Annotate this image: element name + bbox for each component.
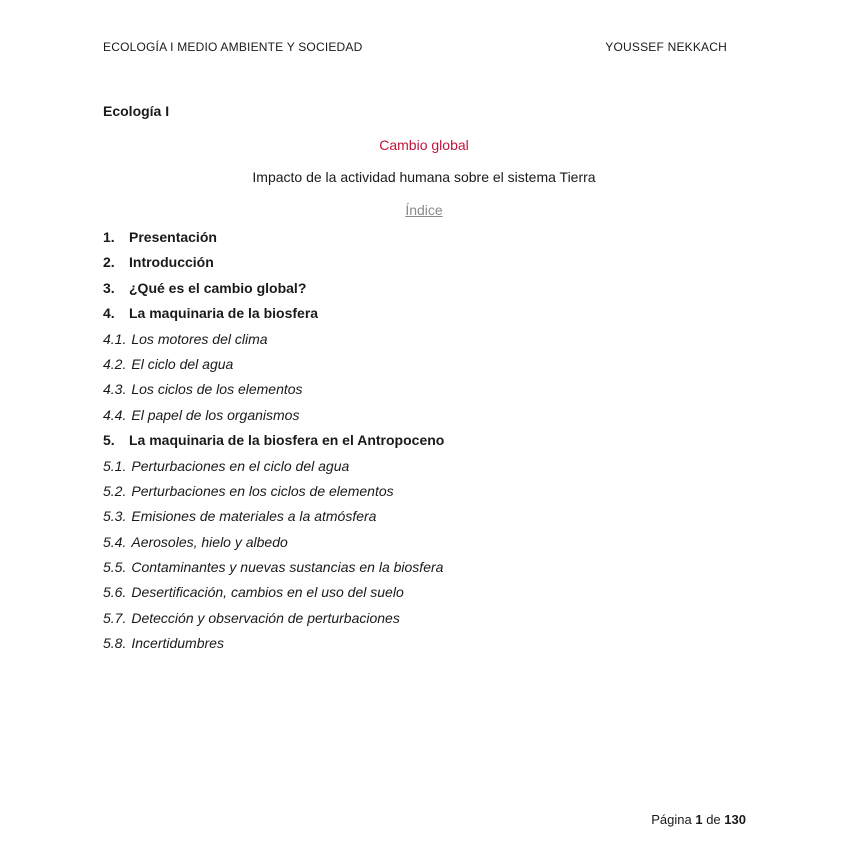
page-number-footer xyxy=(651,812,746,827)
toc-item-number: 5.2. xyxy=(103,482,127,499)
toc-item-papel-organismos[interactable] xyxy=(103,406,444,431)
page-header xyxy=(103,40,727,56)
toc-item-que-es-cambio-global[interactable] xyxy=(103,279,444,304)
toc-item-incertidumbres[interactable] xyxy=(103,634,444,659)
toc-item-number: 4.2. xyxy=(103,355,127,372)
toc-item-number: 4.3. xyxy=(103,381,127,398)
toc-item-number: 4.4. xyxy=(103,406,127,423)
toc-item-ciclo-agua[interactable] xyxy=(103,355,444,380)
header-author-name: YOUSSEF NEKKACH xyxy=(605,40,727,54)
toc-item-number: 5.8. xyxy=(103,635,127,652)
toc-item-text: La maquinaria de la biosfera en el Antropoceno xyxy=(129,432,445,449)
document-subtitle: Impacto de la actividad humana sobre el sistema Tierra xyxy=(252,169,596,185)
toc-item-text: El ciclo del agua xyxy=(131,355,234,372)
toc-item-text: Desertificación, cambios en el uso del suelo xyxy=(131,584,404,601)
toc-item-text: Contaminantes y nuevas sustancias en la biosfera xyxy=(131,559,444,576)
toc-item-number: 3. xyxy=(103,279,115,296)
toc-item-text: Emisiones de materiales a la atmósfera xyxy=(131,508,377,525)
toc-item-number: 5.3. xyxy=(103,508,127,525)
toc-item-number: 1. xyxy=(103,229,115,245)
current-page-number: 1 xyxy=(695,812,703,827)
toc-item-perturbaciones-agua[interactable] xyxy=(103,457,444,482)
toc-item-number: 4. xyxy=(103,305,115,322)
toc-item-emisiones-atmosfera[interactable] xyxy=(103,507,444,532)
toc-item-maquinaria-biosfera[interactable] xyxy=(103,304,444,329)
toc-item-text: Aerosoles, hielo y albedo xyxy=(131,533,288,550)
document-title: Cambio global xyxy=(379,137,469,153)
toc-item-ciclos-elementos[interactable] xyxy=(103,380,444,405)
toc-item-number: 5.6. xyxy=(103,584,127,601)
toc-item-text: Detección y observación de perturbaciones xyxy=(131,609,400,626)
toc-item-number: 4.1. xyxy=(103,330,127,347)
toc-item-biosfera-antropoceno[interactable] xyxy=(103,431,444,456)
toc-item-perturbaciones-elementos[interactable] xyxy=(103,482,444,507)
toc-item-text: Introducción xyxy=(129,254,214,271)
toc-item-contaminantes[interactable] xyxy=(103,558,444,583)
toc-item-text: Los motores del clima xyxy=(131,330,268,347)
toc-item-text: Perturbaciones en el ciclo del agua xyxy=(131,457,350,474)
toc-heading-link[interactable]: Índice xyxy=(405,202,443,218)
toc-item-text: La maquinaria de la biosfera xyxy=(129,305,319,322)
toc-item-text: El papel de los organismos xyxy=(131,406,300,423)
toc-item-text: Presentación xyxy=(129,229,217,245)
header-course-title: ECOLOGÍA I MEDIO AMBIENTE Y SOCIEDAD xyxy=(103,40,363,54)
toc-item-aerosoles-hielo-albedo[interactable] xyxy=(103,533,444,558)
toc-item-desertificacion[interactable] xyxy=(103,583,444,608)
table-of-contents xyxy=(103,228,444,660)
toc-item-number: 5.1. xyxy=(103,457,127,474)
toc-item-text: Incertidumbres xyxy=(131,635,224,652)
document-subject: Ecología I xyxy=(103,103,170,119)
toc-item-number: 5.5. xyxy=(103,559,127,576)
toc-item-text: ¿Qué es el cambio global? xyxy=(129,279,307,296)
toc-item-number: 5.4. xyxy=(103,533,127,550)
toc-item-motores-clima[interactable] xyxy=(103,330,444,355)
page-label: Página xyxy=(651,812,692,827)
toc-item-deteccion-observacion[interactable] xyxy=(103,609,444,634)
toc-item-number: 2. xyxy=(103,254,115,271)
toc-item-number: 5.7. xyxy=(103,609,127,626)
toc-item-text: Los ciclos de los elementos xyxy=(131,381,303,398)
of-label: de xyxy=(706,812,721,827)
toc-item-number: 5. xyxy=(103,432,115,449)
toc-item-text: Perturbaciones en los ciclos de elementos xyxy=(131,482,394,499)
toc-item-presentacion[interactable] xyxy=(103,228,444,253)
toc-item-introduccion[interactable] xyxy=(103,253,444,278)
total-pages-number: 130 xyxy=(724,812,746,827)
